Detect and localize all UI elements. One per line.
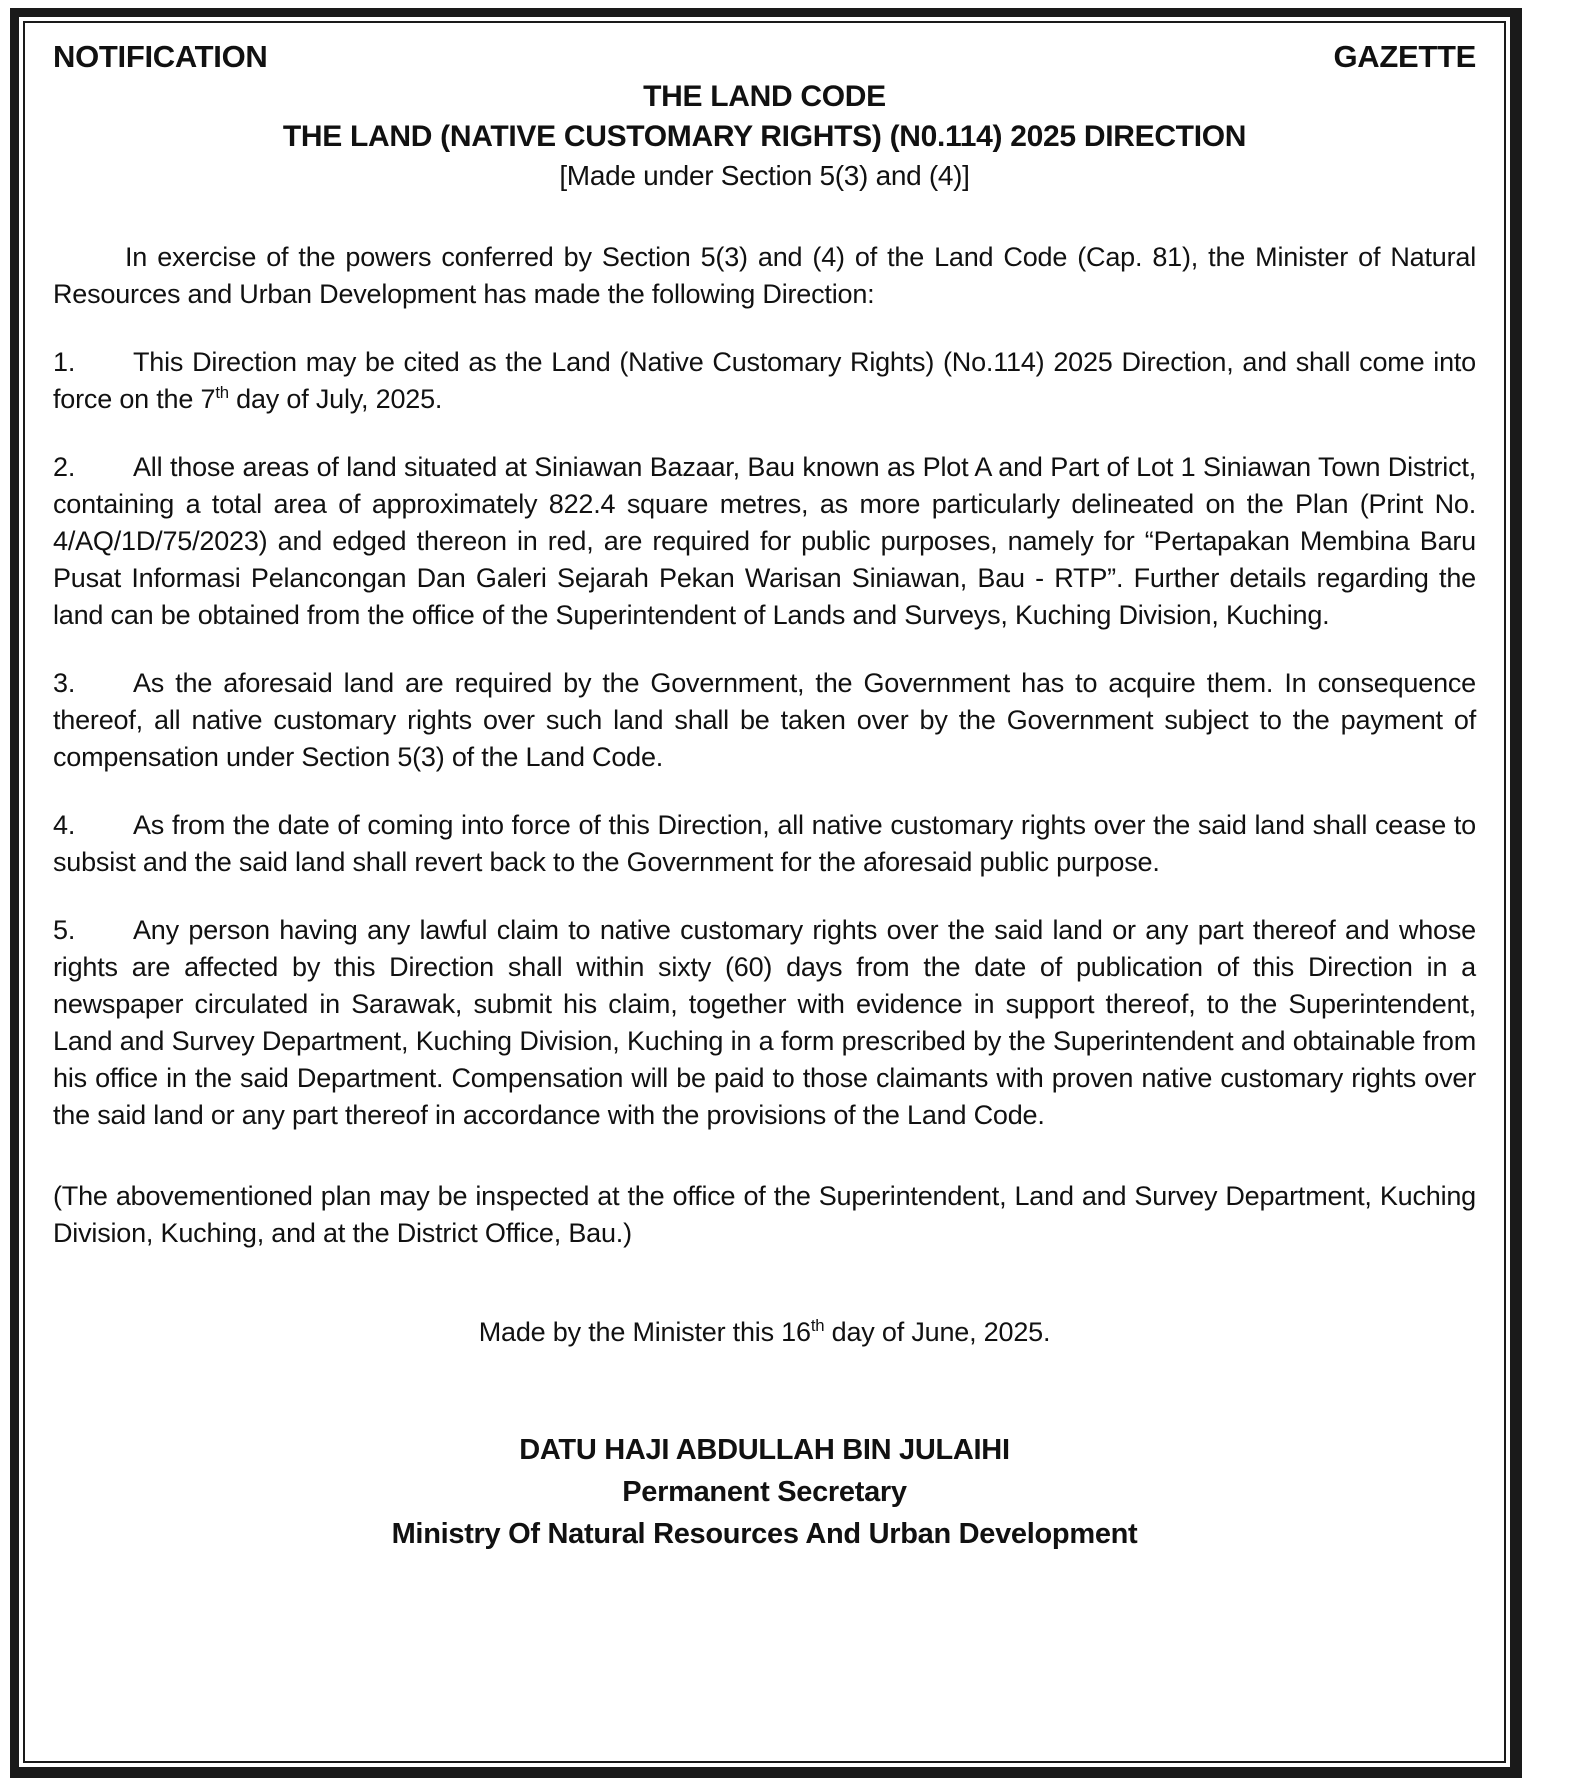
paragraph-text: Any person having any lawful claim to native customary rights over the said land or any part thereof and whose rights are affected by this Direction shall within sixty (60) days from the date of publication of this Direction in a newspaper circulated in Sarawak, submit his claim, together with evidence in support thereof, to the Superintendent, Land and Survey Department, Kuching Division, Kuching in a form prescribed by the Superintendent and obtainable from his office in the said Department. Compensation will be paid to those claimants with proven native customary rights over the said land or any part thereof in accordance with the provisions of the Land Code. [53, 915, 1476, 1130]
document-title: THE LAND CODE [643, 80, 886, 113]
signature-block [53, 1429, 1476, 1555]
made-by-line [53, 1314, 1476, 1351]
paragraph-text: As the aforesaid land are required by the Government, the Government has to acquire them. In consequence thereof, all native customary rights over such land shall be taken over by the Government subject to the payment of compensation under Section 5(3) of the Land Code. [53, 668, 1476, 772]
paragraph-text: day of July, 2025. [228, 384, 443, 414]
direction-paragraph-2 [53, 449, 1476, 634]
masthead-left-label: NOTIFICATION [53, 39, 268, 74]
masthead [53, 39, 1476, 75]
document-body [53, 239, 1476, 1555]
direction-paragraph-4 [53, 807, 1476, 881]
signatory-title: Permanent Secretary [622, 1476, 907, 1508]
paragraph-text: All those areas of land situated at Siniawan Bazaar, Bau known as Plot A and Part of Lot 1 Siniawan Town District, containing a total area of approximately 822.4 square metres, as more particularly delineated on the Plan (Print No. 4/AQ/1D/75/2023) and edged thereon in red, are required for public purposes, namely for “Pertapakan Membina Baru Pusat Informasi Pelancongan Dan Galeri Sejarah Pekan Warisan Siniawan, Bau - RTP”. Further details regarding the land can be obtained from the office of the Superintendent of Lands and Surveys, Kuching Division, Kuching. [53, 452, 1476, 630]
paragraph-number: 1. [53, 347, 76, 377]
paragraph-text: As from the date of coming into force of this Direction, all native customary rights over the said land shall cease to subsist and the said land shall revert back to the Government for the aforesaid public purpose. [53, 810, 1476, 877]
paragraph-number: 3. [53, 668, 76, 698]
made-by-text: Made by the Minister this 16 [478, 1317, 811, 1347]
plan-inspection-note: (The abovementioned plan may be inspected at the office of the Superintendent, Land and Survey Department, Kuching Division, Kuching, and at the District Office, Bau.) [53, 1181, 1476, 1248]
inner-border-frame [23, 21, 1506, 1763]
signatory-ministry: Ministry Of Natural Resources And Urban Development [391, 1518, 1138, 1550]
masthead-right-label: GAZETTE [1333, 39, 1476, 74]
title-block [53, 77, 1476, 195]
direction-paragraph-3 [53, 665, 1476, 776]
document-subtitle: THE LAND (NATIVE CUSTOMARY RIGHTS) (N0.114) 2025 DIRECTION [282, 120, 1247, 153]
ordinal-superscript: th [215, 383, 229, 402]
signatory-name: DATU HAJI ABDULLAH BIN JULAIHI [519, 1434, 1010, 1466]
ordinal-superscript: th [810, 1316, 825, 1335]
made-by-text: day of June, 2025. [824, 1317, 1051, 1347]
paragraph-number: 2. [53, 452, 76, 482]
paragraph-number: 4. [53, 810, 76, 840]
outer-border-frame [10, 8, 1522, 1778]
paragraph-number: 5. [53, 915, 76, 945]
direction-paragraph-1 [53, 344, 1476, 418]
intro-paragraph: In exercise of the powers conferred by Section 5(3) and (4) of the Land Code (Cap. 81), the Minister of Natural Resources and Urban Development has made the following Direction: [53, 242, 1476, 309]
enabling-provision: [Made under Section 5(3) and (4)] [559, 160, 970, 191]
direction-paragraph-5 [53, 912, 1476, 1134]
paragraph-text: This Direction may be cited as the Land (Native Customary Rights) (No.114) 2025 Direction, and shall come into force on the 7 [53, 347, 1476, 414]
